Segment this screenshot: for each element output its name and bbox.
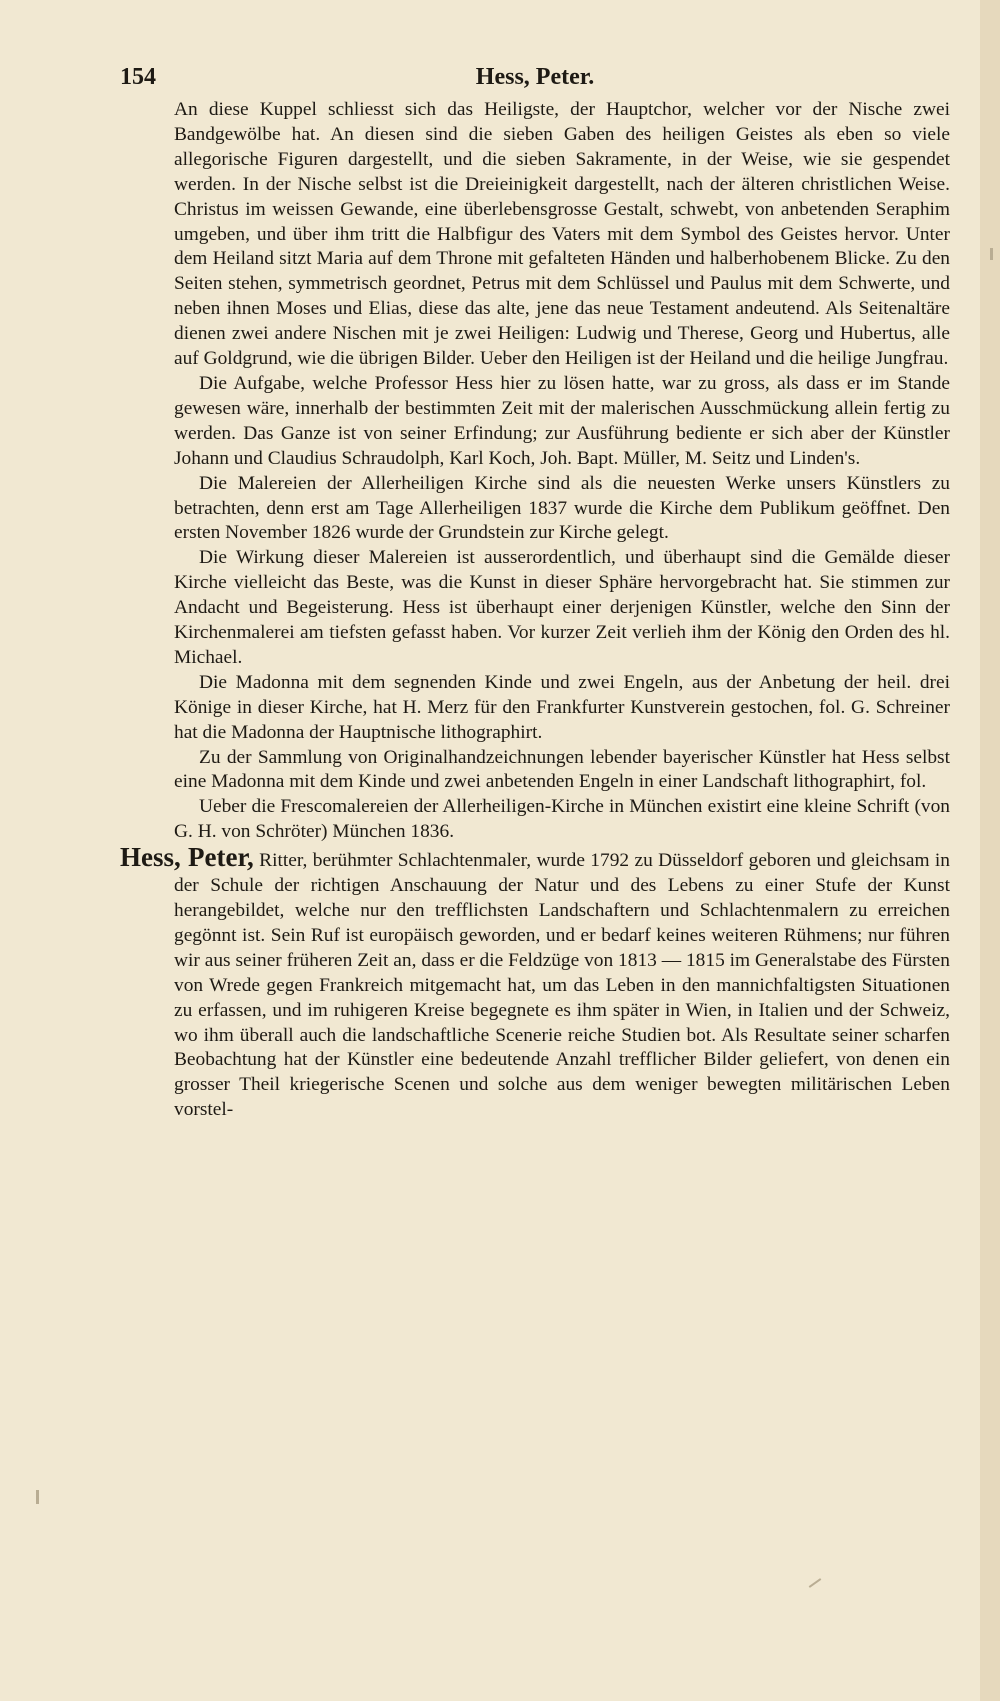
entry-text: Ritter, berühmter Schlachtenmaler, wurde 1792 zu Düsseldorf geboren und gleichsam in der Schule der richtigen Anschauung der Natur und des Lebens zu einer Stufe der Kunst herangebildet, welche nur den trefflichsten Landschaftern und Schlachtenmalern zu erreichen gegönnt ist. Sein Ruf ist europäisch geworden, und er bedarf keines weiteren Rühmens; nur führen wir aus seiner früheren Zeit an, dass er die Feldzüge von 1813 — 1815 im Generalstabe des Fürsten von Wrede gegen Frankreich mitgemacht hat, um das Leben in den mannichfaltigsten Situationen zu erfassen, und im ruhigeren Kreise begegnete es ihm später in Wien, in Italien und der Schweiz, wo ihm überall auch die landschaftliche Scenerie reiche Studien bot. Als Resultate seiner scharfen Beobachtung hat der Künstler eine bedeutende Anzahl trefflicher Bilder geliefert, von denen ein grosser Theil kriegerische Scenen und solche aus dem weniger bewegten militärischen Leben vorstel-: [174, 850, 950, 1121]
biography-entry: [120, 842, 950, 1123]
paragraph-frescomalereien: Ueber die Frescomalereien der Allerheiligen-Kirche in München existirt eine kleine Schrift (von G. H. von Schröter) München 1836.: [174, 796, 950, 843]
body-text: [120, 98, 950, 1123]
running-title: Hess, Peter.: [475, 64, 595, 90]
running-head: [120, 58, 950, 98]
paper-blemish: [809, 1578, 822, 1588]
paper-blemish: [36, 1490, 39, 1504]
page-number: 154: [120, 64, 156, 90]
book-page: [120, 58, 950, 1123]
paragraph-kuppel: An diese Kuppel schliesst sich das Heiligste, der Hauptchor, welcher vor der Nische zwei Bandgewölbe hat. An diesen sind die sieben Gaben des heiligen Geistes als eben so viele allegorische Figuren dargestellt, und die sieben Sakramente, in der Weise, wie sie gespendet werden. In der Nische selbst ist die Dreieinigkeit dargestellt, nach der älteren christlichen Weise. Christus im weissen Gewande, eine überlebensgrosse Gestalt, schwebt, von anbetenden Seraphim umgeben, und über ihm tritt die Halbfigur des Vaters mit dem Symbol des Geistes hervor. Unter dem Heiland sitzt Maria auf dem Throne mit gefalteten Händen und halberhobenem Blicke. Zu den Seiten stehen, symmetrisch geordnet, Petrus mit dem Schlüssel und Paulus mit dem Schwerte, und neben ihnen Moses und Elias, diese das alte, jene das neue Testament andeutend. Als Seitenaltäre dienen zwei andere Nischen mit je zwei Heiligen: Ludwig und Therese, Georg und Hubertus, alle auf Goldgrund, wie die übrigen Bilder. Ueber den Heiligen ist der Heiland und die heilige Jungfrau.: [174, 99, 950, 370]
paragraph-sammlung: Zu der Sammlung von Originalhandzeichnungen lebender bayerischer Künstler hat Hess selbst eine Madonna mit dem Kinde und zwei anbetenden Engeln in einer Landschaft lithographirt, fol.: [174, 746, 950, 793]
paragraph-wirkung: Die Wirkung dieser Malereien ist ausserordentlich, und überhaupt sind die Gemälde dieser Kirche vielleicht das Beste, was die Kunst in dieser Sphäre hervorgebracht hat. Sie stimmen zur Andacht und Begeisterung. Hess ist überhaupt einer derjenigen Künstler, welche den Sinn der Kirchenmalerei am tiefsten gefasst haben. Vor kurzer Zeit verlieh ihm der König den Orden des hl. Michael.: [174, 547, 950, 668]
paragraph-madonna: Die Madonna mit dem segnenden Kinde und zwei Engeln, aus der Anbetung der heil. drei Könige in dieser Kirche, hat H. Merz für den Frankfurter Kunstverein gestochen, fol. G. Schreiner hat die Madonna der Hauptnische lithographirt.: [174, 671, 950, 743]
paragraph-malereien: Die Malereien der Allerheiligen Kirche sind als die neuesten Werke unsers Künstlers zu betrachten, denn erst am Tage Allerheiligen 1837 wurde die Kirche dem Publikum geöffnet. Den ersten November 1826 wurde der Grundstein zur Kirche gelegt.: [174, 472, 950, 544]
entry-name: Hess, Peter,: [120, 842, 254, 873]
paper-blemish: [990, 248, 993, 260]
paragraph-aufgabe: Die Aufgabe, welche Professor Hess hier zu lösen hatte, war zu gross, als dass er im Stande gewesen wäre, innerhalb der bestimmten Zeit mit der malerischen Ausschmückung allein fertig zu werden. Das Ganze ist von seiner Erfindung; zur Ausführung bediente er sich aber der Künstler Johann und Claudius Schraudolph, Karl Koch, Joh. Bapt. Müller, M. Seitz und Linden's.: [174, 372, 950, 469]
